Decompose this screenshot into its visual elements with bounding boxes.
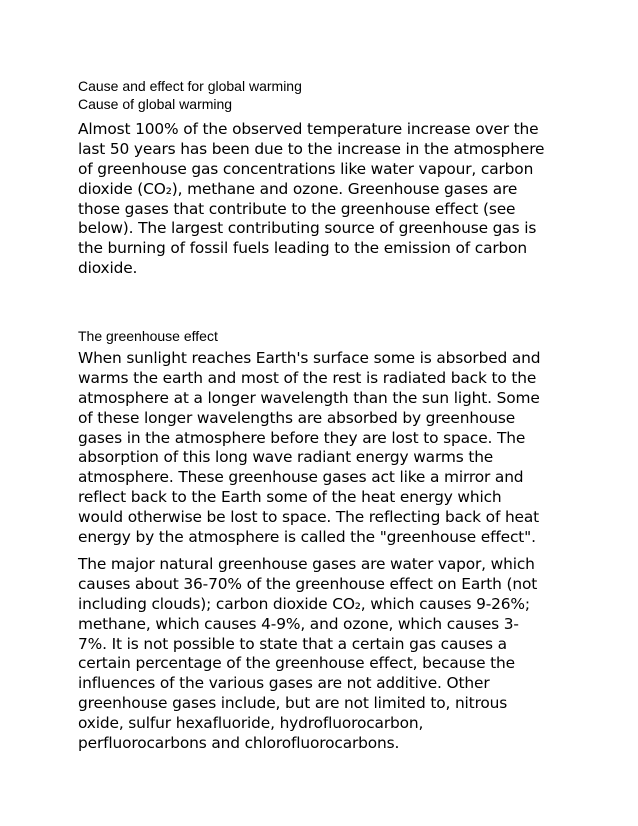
text-line: of these longer wavelengths are absorbed by greenhouse — [78, 408, 516, 427]
text-line: last 50 years has been due to the increase in the atmosphere — [78, 139, 545, 158]
text-line: causes about 36-70% of the greenhouse effect on Earth (not — [78, 574, 538, 593]
document-title: Cause and effect for global warming — [78, 78, 302, 94]
text-line: energy by the atmosphere is called the "greenhouse effect". — [78, 528, 536, 547]
text-line: influences of the various gases are not additive. Other — [78, 674, 490, 693]
text-line: dioxide (CO₂), methane and ozone. Greenhouse gases are — [78, 179, 518, 198]
text-line: gases in the atmosphere before they are lost to space. The — [78, 428, 526, 447]
text-line: atmosphere. These greenhouse gases act like a mirror and — [78, 468, 524, 487]
paragraph-greenhouse-effect — [78, 349, 578, 548]
text-line: of greenhouse gas concentrations like water vapour, carbon — [78, 159, 534, 178]
text-line: 7%. It is not possible to state that a certain gas causes a — [78, 634, 507, 653]
text-line: The major natural greenhouse gases are water vapor, which — [78, 555, 535, 573]
text-line: When sunlight reaches Earth's surface some is absorbed and — [78, 349, 541, 367]
section-heading-greenhouse: The greenhouse effect — [78, 328, 218, 344]
section-heading-cause: Cause of global warming — [78, 96, 233, 112]
text-line: dioxide. — [78, 259, 138, 278]
text-line: reflect back to the Earth some of the heat energy which — [78, 488, 502, 507]
text-line: certain percentage of the greenhouse effect, because the — [78, 654, 515, 673]
text-line: would otherwise be lost to space. The reflecting back of heat — [78, 508, 540, 527]
text-line: Almost 100% of the observed temperature increase over the — [78, 120, 539, 138]
text-line: warms the earth and most of the rest is radiated back to the — [78, 368, 537, 387]
text-line: methane, which causes 4-9%, and ozone, which causes 3- — [78, 614, 519, 633]
text-line: greenhouse gases include, but are not limited to, nitrous — [78, 694, 508, 713]
text-line: the burning of fossil fuels leading to the emission of carbon — [78, 239, 528, 258]
text-line: those gases that contribute to the greenhouse effect (see — [78, 199, 516, 218]
text-line: absorption of this long wave radiant energy warms the — [78, 448, 494, 467]
text-line: below). The largest contributing source of greenhouse gas is — [78, 219, 537, 238]
text-line: oxide, sulfur hexafluoride, hydrofluorocarbon, — [78, 714, 424, 733]
paragraph-greenhouse-gases — [78, 555, 578, 754]
text-line: including clouds); carbon dioxide CO₂, which causes 9-26%; — [78, 594, 530, 613]
text-line: atmosphere at a longer wavelength than the sun light. Some — [78, 388, 540, 407]
text-line: perfluorocarbons and chlorofluorocarbons. — [78, 734, 400, 753]
paragraph-cause — [78, 120, 578, 279]
